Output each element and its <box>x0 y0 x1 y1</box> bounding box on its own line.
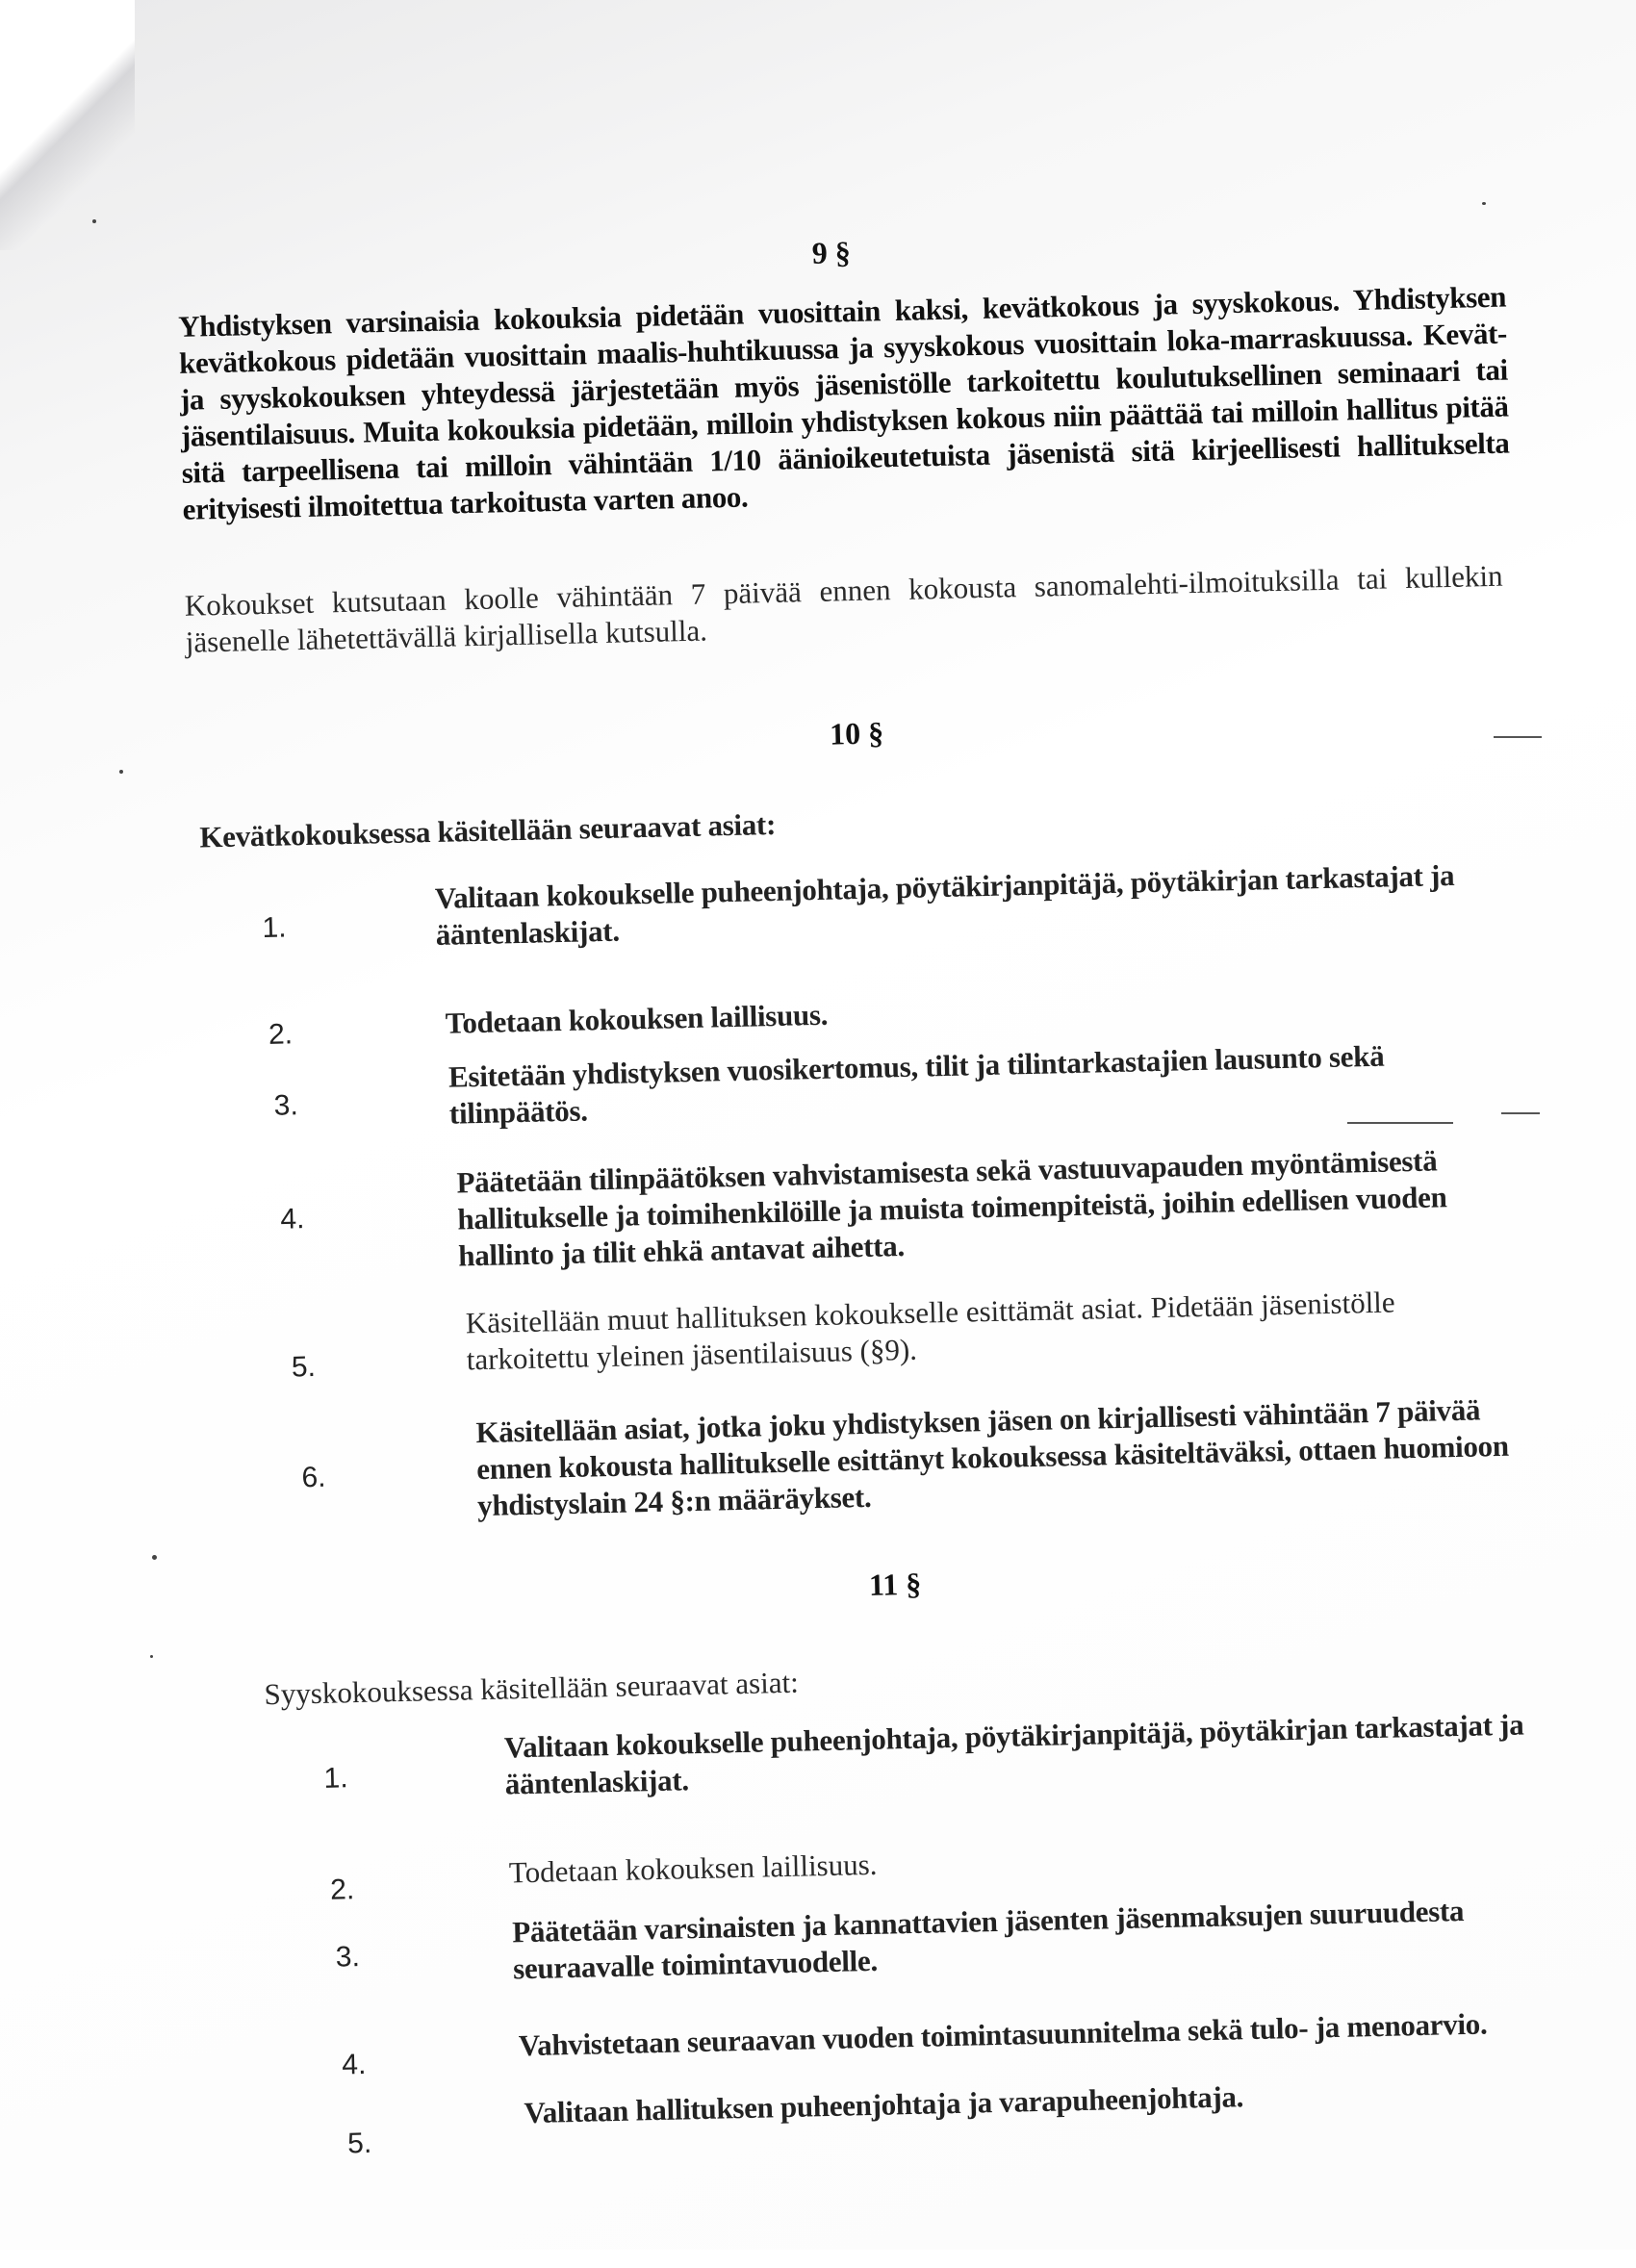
list-item-number: 1. <box>323 1762 348 1795</box>
list-item-number: 4. <box>280 1203 305 1236</box>
section-9-heading: 9 § <box>811 234 852 270</box>
section-9-paragraph-1: Yhdistyksen varsinaisia kokouksia pidetään vuosittain kaksi, kevätkokous ja syyskokous. Yhdistyksen kevätkokous pidetään vuosittain maalis-huhtikuussa ja syyskokous vuosittain loka-marraskuussa. Kevät- ja syyskokouksen yhteydessä järjestetään myös jäsenistölle tarkoitettu koulutuksellinen seminaari tai jäsentilaisuus. Muita kokouksia pidetään, milloin yhdistyksen kokous niin päättää tai milloin hallitus pitää sitä tarpeellisena tai milloin vähintään 1/10 äänioikeutetuista jäsenistä sitä kirjeellisesti hallitukselta erityisesti ilmoitettua tarkoitusta varten anoo. <box>177 279 1510 526</box>
list-item-text: Valitaan kokoukselle puheenjohtaja, pöytäkirjanpitäjä, pöytäkirjan tarkastajat ja ääntenlaskijat. <box>503 1707 1524 1801</box>
list-item-number: 4. <box>341 2048 367 2081</box>
section-11-heading: 11 § <box>868 1566 922 1602</box>
list-item-number: 2. <box>268 1018 294 1051</box>
list-item-text: Päätetään tilinpäätöksen vahvistamisesta sekä vastuuvapauden myöntämisestä hallitukselle ja toimihenkilöille ja muista toimenpiteistä, joihin edellisen vuoden hallinto ja tilit ehkä antavat aihetta. <box>456 1143 1447 1273</box>
list-item-number: 6. <box>301 1461 326 1494</box>
list-item-text: Vahvistetaan seuraavan vuoden toimintasuunnitelma sekä tulo- ja menoarvio. <box>518 2006 1488 2063</box>
section-10-intro: Kevätkokouksessa käsitellään seuraavat asiat: <box>198 806 777 854</box>
list-item-number: 3. <box>335 1941 361 1974</box>
list-item-text: Päätetään varsinaisten ja kannattavien jäsenten jäsenmaksujen suuruudesta seuraavalle toimintavuodelle. <box>511 1893 1465 1986</box>
list-item-text: Käsitellään muut hallituksen kokoukselle esittämät asiat. Pidetään jäsenistölle tarkoitettu yleinen jäsentilaisuus (§9). <box>465 1285 1395 1377</box>
list-item-number: 5. <box>346 2127 372 2160</box>
list-item-text: Todetaan kokouksen laillisuus. <box>445 997 829 1040</box>
list-item-number: 1. <box>262 911 287 945</box>
list-item-number: 5. <box>291 1350 317 1384</box>
section-9-paragraph-2: Kokoukset kutsutaan koolle vähintään 7 päivää ennen kokousta sanomalehti-ilmoituksilla tai kullekin jäsenelle lähetettävällä kirjallisella kutsulla. <box>184 558 1503 659</box>
list-item-text: Esitetään yhdistyksen vuosikertomus, tilit ja tilintarkastajien lausunto sekä tilinpäätös. <box>447 1038 1385 1131</box>
list-item-text: Käsitellään asiat, jotka joku yhdistyksen jäsen on kirjallisesti vähintään 7 päivää ennen kokousta hallitukselle esittänyt kokouksessa käsiteltäväksi, ottaen huomioon yhdistyslain 24 §:n määräykset. <box>475 1392 1510 1523</box>
list-item-number: 2. <box>329 1873 355 1906</box>
list-item-text: Valitaan kokoukselle puheenjohtaja, pöytäkirjanpitäjä, pöytäkirjan tarkastajat ja ääntenlaskijat. <box>434 857 1455 952</box>
list-item-number: 3. <box>273 1089 299 1122</box>
section-11-intro: Syyskokouksessa käsitellään seuraavat asiat: <box>264 1665 800 1712</box>
section-10-heading: 10 § <box>829 715 884 752</box>
list-item-text: Todetaan kokouksen laillisuus. <box>508 1847 878 1890</box>
list-item-text: Valitaan hallituksen puheenjohtaja ja varapuheenjohtaja. <box>524 2079 1244 2130</box>
